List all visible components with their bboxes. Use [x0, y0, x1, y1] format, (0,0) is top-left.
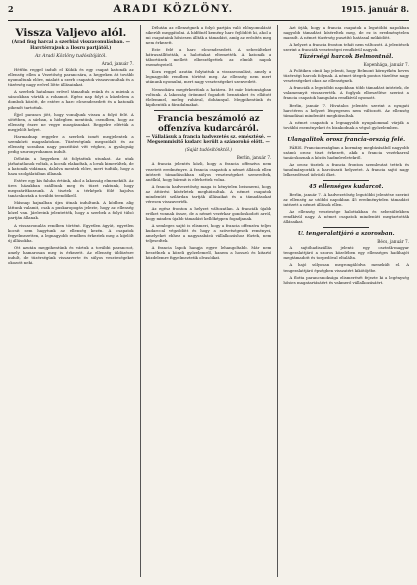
- article-body-continued: [283, 25, 409, 52]
- divider: [323, 133, 369, 134]
- paragraph: Másnap hajnalban újra útnak indultunk. A ködben alig láttunk valamit, csak a puskaropogás jelezte, hogy az ellenség közel van. Járőreink jelentették, hogy a szerbek a folyó túlsó partján állanak.: [8, 200, 134, 221]
- article-headline: Vissza Valjevo alól.: [15, 27, 127, 39]
- paragraph: A francia jelentés közli, hogy a francia offenzíva nem vezetett eredményre. A francia csapatok a német állások ellen intézett támadásokban súlyos veszteségeket szenvedtek, anélkül, hogy bármit is elérhettek volna.: [145, 161, 272, 182]
- article-body: [8, 67, 134, 265]
- paragraph: A visszavonulás rendben történt. Egyetlen ágyút, egyetlen kocsit sem hagytunk az ellenség kezén. A csapatok fegyelmezetten, a legnagyobb rendben érkeztek meg a kijelölt új állásokba.: [8, 222, 134, 243]
- column-1: [8, 25, 134, 577]
- divider: [323, 180, 369, 181]
- masthead: [8, 4, 409, 21]
- article-subheadline: — Vállalásuk a francia hadvezetés sz. emésztésé. — Megsemmisitő kudarc került a szánorokó elött. —: [145, 134, 272, 146]
- article-body: [283, 192, 409, 224]
- paragraph: A francia hadvezetőség maga is kénytelen beismerni, hogy az áttörési kísérletek meghiúsultak. A német csapatok mindenütt szilárdan tartják állásaikat és a támadásokat véresen visszaverték.: [145, 183, 272, 204]
- paragraph: Berlin, január 7. A hadvezetőség legutóbbi jelentése szerint az ellenség az utóbbi napokban 45 eredménytelen támadást intézett a német állások ellen.: [283, 192, 410, 208]
- paragraph: Este felé a harc elcsendesedett. A sebesülteket hátraszállították, a halottakat eltemették. A katonák a tábortüzek mellett elbeszélgettek az elmúlt napok eseményeiről.: [145, 47, 272, 68]
- article-body: [283, 245, 409, 284]
- paragraph: Nemsokára megérkeztünk a határra. Itt már biztonságban voltunk. A lakosság örömmel fogadott bennünket és ellátott élelemmel, meleg ruhával, dohánnyal. Megpihentünk és kipihentük a fáradalmakat.: [145, 86, 272, 107]
- paragraph: Délután az ellenségnek a folyó partján való előnyomulását sikerült meggátolni. A hídfőnél kemény harc fejlődött ki, ahol a mi csapataink hősiesen állták a támadást, amíg az erősítés meg nem érkezett.: [145, 25, 272, 46]
- paragraph: A franciák a legutóbbi napokban több támadást intéztek, de valamennyit visszaverték. A foglyok elbeszélése szerint a francia csapatok hangulata rendkívül nyomott.: [283, 85, 410, 101]
- paragraph: Hétfőn reggel indult el Kühik és egy csapat katonák az ellenség ellen a Vezetőség parancsára, a hegyeken át tovább nyomultunk előre, mialatt a szerb csapatok visszavonultak és a tüzérség nagy erővel lőtte állásainkat.: [8, 67, 134, 88]
- article-headline: Tüzérségi harcok Belmontnál.: [299, 54, 394, 61]
- article-note: (Saját tudósítónktól.): [185, 147, 232, 153]
- paragraph: Azt írják, hogy a francia csapatok a legutóbbi napokban nagyobb támadást kíséreltek meg, de ez is eredménytelen maradt. A német tüzérség pusztító hatással működött.: [283, 25, 410, 41]
- paragraph: A hajó súlyosan megrongálódva menekült el. A tengeralattjáró épségben visszatért kikötőjébe.: [283, 262, 410, 273]
- article-dateline: Arad, január 7.: [101, 61, 134, 67]
- paragraph: Harmadnap reggelre a szerbek ismét megjelentek a szemközti magaslatokon. Tüzérségünk megszólalt és az ellenség soraiban nagy pusztítást vitt véghez, a gyalogság pedig szuronyrohamra indult.: [8, 133, 134, 154]
- article-headline: U. tengeralattjáró a szorosban.: [297, 231, 395, 238]
- article-headline: Ulangalitok orosz francia-ország felé.: [287, 136, 406, 143]
- article-body-continued: [146, 25, 272, 107]
- columns: [8, 25, 409, 577]
- paragraph: A flotta parancsnoksága elismerését fejezte ki a legénység hősies magatartásáért és vakmerő vállalkozásáért.: [283, 274, 410, 285]
- paragraph: A semleges sajtó is elismeri, hogy a francia offenzíva teljes kudarccal végződött és hogy a szövetségesek reményei, amelyeket ehhez a nagyszabású vállalkozáshoz fűztek, nem teljesedtek.: [145, 223, 272, 244]
- issue-date: 1915. január 8.: [340, 4, 409, 14]
- paragraph: A szerbek hatalmas erővel támadtak reánk és a mieink a sáncokban várták a rohamot. Egész nap folyt a küzdelem a dombok között, de estére a harc elcsendesedett és a katonák pihenőt tartottak.: [8, 89, 134, 110]
- newspaper-title: ARADI KÖZLÖNY.: [113, 4, 234, 15]
- column-3: [277, 25, 409, 577]
- divider: [154, 110, 264, 111]
- article-body: [283, 145, 409, 177]
- paragraph: Az egész fronton a helyzet változatlan. A franciák újabb erőket vonnak össze, de a német vezérkar gondoskodott arról, hogy minden újabb támadást kellőképpen fogadjanak.: [145, 205, 272, 221]
- paragraph: Ott azután megpihentünk és vártuk a további parancsot, amely hamarosan meg is érkezett. Az ellenség üldözésre indult, de tüzérségünk visszaverte és súlyos veszteségeket okozott neki.: [8, 244, 134, 265]
- article-body: [146, 161, 272, 260]
- paragraph: Délután a hegyeken át folytattuk utunkat. Az utak járhatatlanok voltak, a kocsik elakadtak, a lovak kimerültek, de a katonák vidáman, dalolva mentek előre, mert tudták, hogy a haza szolgálatában állanak.: [8, 155, 134, 177]
- paragraph: A helyzet a francia fronton tehát nem változott. A jelentések szerint a franciák veszteségei rendkívül nagyok.: [283, 42, 410, 53]
- article-byline: Az Aradi Közlöny tudósítójától.: [34, 54, 107, 60]
- paragraph: A Politiken című lap jelenti, hogy Belmont környékén heves tüzérségi harcok folynak. A német ütegek pontos tüzelése nagy veszteségeket okoz az ellenségnek.: [283, 68, 410, 84]
- paragraph: A sajtóhadiszállás jelenti: egy osztrák-magyar tengeralattjáró a szoros közelében egy ellenséges hadihajót megtámadott és torpedóval eltalálta.: [283, 245, 410, 261]
- paragraph: Berlin, január 7. Hivatalos jelentés szerint a nyugati harctéren a helyzet lényegesen nem változott. Az ellenség támadásai mindenütt meghiúsultak.: [283, 102, 410, 118]
- article-headline: Francia beszámoló az offenzíva kudarcáról.: [157, 113, 260, 134]
- paragraph: A német csapatok a legnagyobb nyugalommal várják a további eseményeket és bizakodnak a végső győzelemben.: [283, 119, 410, 130]
- article-dateline: Berlin, január 7.: [236, 155, 272, 161]
- column-2: [140, 25, 272, 577]
- paragraph: Éjjel parancs jött, hogy vonuljunk vissza a folyó felé. A sötétben, a sárban, a hidegben mentünk, csendben, hogy az ellenség észre ne vegye mozgásunkat. Reggelre elértük a megjelölt helyet.: [8, 111, 134, 132]
- article-dateline: Kopenhága, január 7.: [363, 62, 410, 68]
- article-body: [283, 68, 409, 130]
- article-subheadline: (Arad fiug harcai a szerbiai visszavonulásban. — Harctérrajzok a Ilosru partjától.): [11, 40, 131, 51]
- paragraph: Az orosz tisztek a francia fronton szemleutat tettek és tanulmányozták a harcászati helyzetet. A francia sajtó nagy lelkesedéssel üdvözli őket.: [283, 161, 410, 177]
- article-dateline: Bécs, január 7.: [377, 239, 410, 245]
- paragraph: Kora reggel azután folytattuk a visszavonulást, amely a legnagyobb rendben történt meg. Az ellenség nem mert utánunk nyomulni, mert nagy veszteségeket szenvedett.: [145, 69, 272, 85]
- paragraph: Az ellenség vesztesége halottakban és sebesültekben rendkívül nagy. A német csapatok mindenütt megtartották állásaikat.: [283, 209, 410, 225]
- paragraph: Estére egy kis faluba értünk, ahol a lakosság elmenekült. Az üres házakban szálltunk meg és tüzet raktunk, hogy megszárítkozzunk. A tisztek a térképek fölé hajolva tanácskoztak a további teendőkről.: [8, 178, 134, 199]
- article-headline: 45 ellenséges kudarcot.: [308, 184, 384, 191]
- paragraph: PÁRIS. Franciaországban a kormány megbízásából nagyobb számú orosz tiszt érkezett, akik a francia vezérkarral tanácskoznak a közös hadműveletekről.: [283, 144, 410, 160]
- divider: [323, 227, 369, 228]
- page-number: 2: [8, 4, 14, 14]
- paragraph: A francia lapok hangja egyre lehangoltabb. Már nem beszélnek a közeli győzelemről, hanem a hosszú és kitartó küzdelemre figyelmeztetik olvasóikat.: [145, 245, 272, 261]
